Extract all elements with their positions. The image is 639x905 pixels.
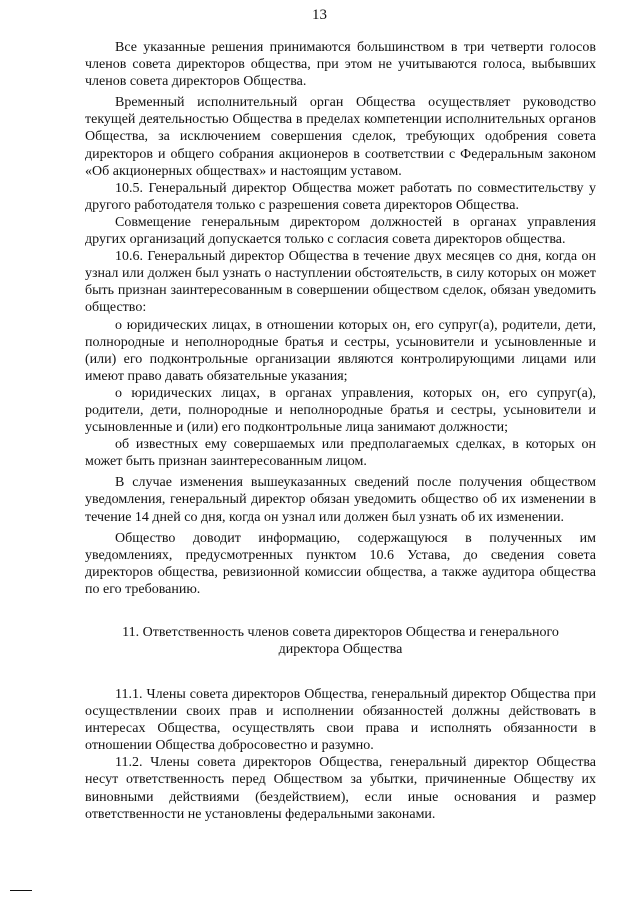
paragraph-11-1: 11.1. Члены совета директоров Общества, генеральный директор Общества при осуществлении своих прав и исполнении обязанностей должны действовать в интересах Общества, осуществлять свои права и исполнять обязанности в отношении Общества добросовестно и разумно. bbox=[85, 687, 596, 754]
section-heading: 11. Ответственность членов совета директоров Общества и генерального директора Общества bbox=[122, 625, 559, 657]
paragraph-combining-positions: Совмещение генеральным директором должностей в органах управления других организаций допускается только с согласия совета директоров общества. bbox=[85, 214, 596, 248]
document-body bbox=[85, 39, 596, 823]
paragraph-information-disclosure: Общество доводит информацию, содержащуюся в полученных им уведомлениях, предусмотренных пунктом 10.6 Устава, до сведения совета директоров общества, ревизионной комиссии общества, а также аудитора общества по его требованию. bbox=[85, 530, 596, 597]
paragraph-known-transactions: об известных ему совершаемых или предполагаемых сделках, в которых он может быть признан заинтересованным лицом. bbox=[85, 437, 596, 470]
paragraph-changes-notice: В случае изменения вышеуказанных сведений после получения обществом уведомления, генеральный директор обязан уведомить общество об их изменении в течение 14 дней со дня, когда он узнал или должен был узнать об их изменении. bbox=[85, 475, 596, 525]
paragraph-10-5: 10.5. Генеральный директор Общества может работать по совместительству у другого работодателя только с разрешения совета директоров Общества. bbox=[85, 180, 596, 213]
page-number: 13 bbox=[312, 7, 327, 23]
paragraph-11-2: 11.2. Члены совета директоров Общества, генеральный директор Общества несут ответственность перед Обществом за убытки, причиненные Обществу их виновными действиями (бездействием), если иные основания и размер ответственности не установлены федеральными законами. bbox=[85, 755, 596, 822]
paragraph-controlled-legal-entities: о юридических лицах, в отношении которых он, его супруг(а), родители, дети, полнородные и неполнородные братья и сестры, усыновители и усыновленные и (или) его подконтрольные организации являются контролирующими лицами или имеют право давать обязательные указания; bbox=[85, 317, 596, 384]
paragraph-management-positions: о юридических лицах, в органах управления, которых он, его супруг(а), родители, дети, полнородные и неполнородные братья и сестры, усыновители и усыновленные и (или) его подконтрольные лица занимают должности; bbox=[85, 385, 596, 436]
paragraph-temporary-executive-body: Временный исполнительный орган Общества осуществляет руководство текущей деятельностью Общества в пределах компетенции исполнительных органов Общества, за исключением совершения сделок, требующих одобрения совета директоров и общего собрания акционеров в соответствии с Федеральным законом «Об акционерных обществах» и настоящим уставом. bbox=[85, 95, 596, 179]
paragraph-voting-majority: Все указанные решения принимаются большинством в три четверти голосов членов совета директоров общества, при этом не учитываются голоса, выбывших членов совета директоров Общества. bbox=[85, 40, 596, 90]
margin-mark bbox=[10, 890, 32, 891]
paragraph-10-6: 10.6. Генеральный директор Общества в течение двух месяцев со дня, когда он узнал или должен был узнать о наступлении обстоятельств, в силу которых он может быть признан заинтересованным в совершении обществом сделок, обязан уведомить общество: bbox=[85, 249, 596, 316]
